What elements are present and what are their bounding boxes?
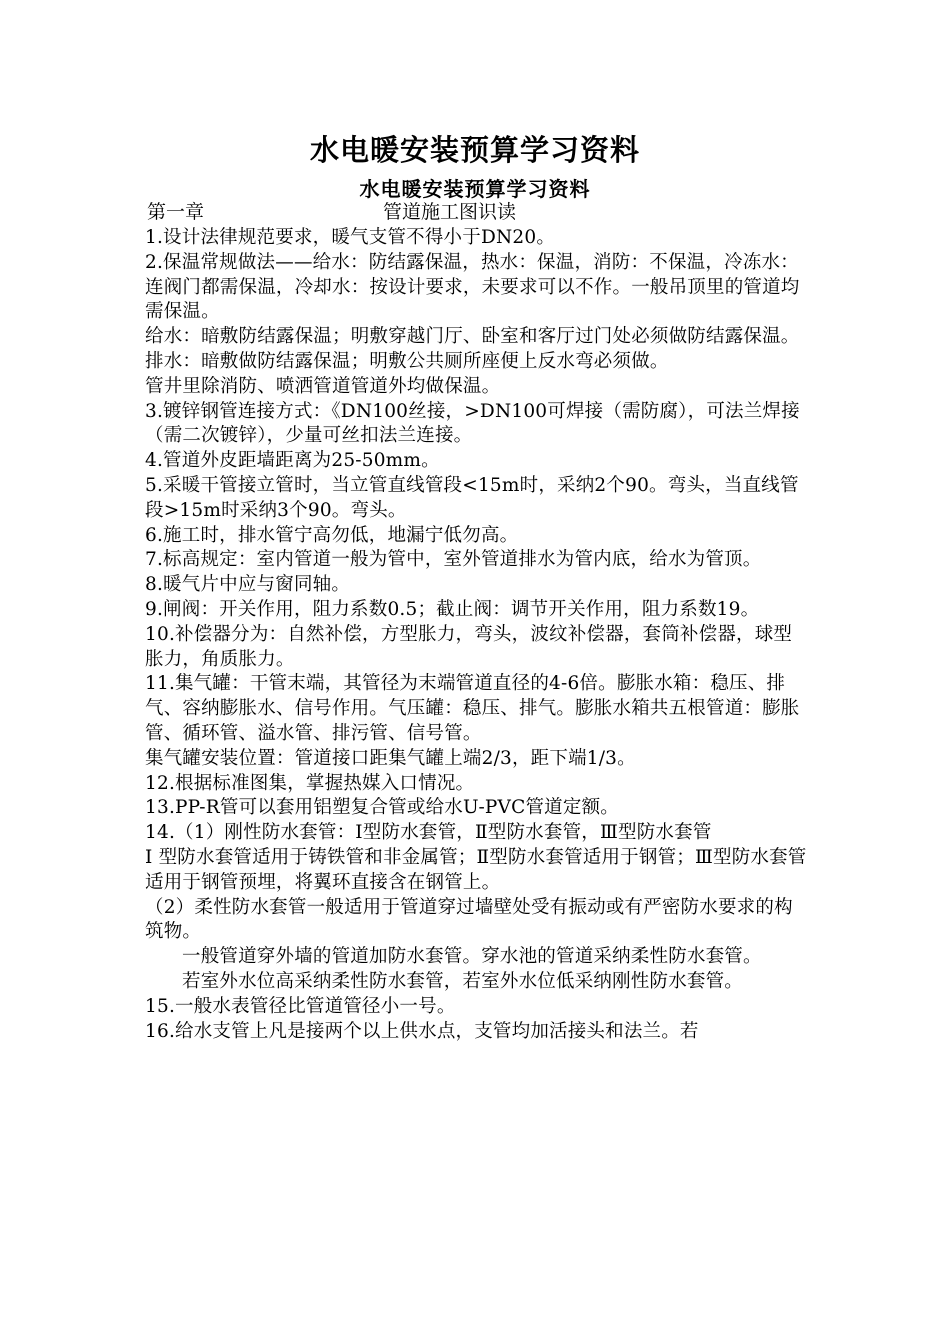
paragraph: 12.根据标准图集，掌握热媒入口情况。: [145, 772, 475, 794]
document-title: 水电暖安装预算学习资料: [309, 133, 640, 167]
paragraph: 给水：暗敷防结露保温；明敷穿越门厅、卧室和客厅过门处必须做防结露保温。排水：暗敷做防结露保温；明敷公共厕所座便上反水弯必须做。: [145, 326, 800, 372]
paragraph: 11.集气罐：干管末端，其管径为末端管道直径的4-6倍。膨胀水箱：稳压、排气、容纳膨胀水、信号作用。气压罐：稳压、排气。膨胀水箱共五根管道：膨胀管、循环管、溢水管、排污管、信号管。: [145, 673, 800, 744]
paragraph: 5.采暖干管接立管时，当立管直线管段<15m时，采纳2个90。弯头，当直线管段>15m时采纳3个90。弯头。: [145, 474, 799, 521]
paragraph: 集气罐安装位置：管道接口距集气罐上端2/3，距下端1/3。: [145, 747, 636, 769]
paragraph: 3.镀锌钢管连接方式：《DN100丝接，>DN100可焊接（需防腐），可法兰焊接（需二次镀锌），少量可丝扣法兰连接。: [145, 400, 800, 447]
chapter-number: 第一章: [147, 201, 205, 223]
paragraph: 10.补偿器分为：自然补偿，方型胀力，弯头，波纹补偿器，套筒补偿器，球型胀力，角质胀力。: [145, 623, 793, 670]
paragraph: 6.施工时，排水管宁高勿低，地漏宁低勿高。: [145, 524, 519, 546]
chapter-name: 管道施工图识读: [383, 201, 517, 223]
paragraph: （2）柔性防水套管一般适用于管道穿过墙壁处受有振动或有严密防水要求的构筑物。: [145, 896, 793, 943]
paragraph: 2.保温常规做法——给水：防结露保温，热水：保温，消防：不保温，冷冻水：连阀门都需保温，冷却水：按设计要求，未要求可以不作。一般吊顶里的管道均需保温。: [145, 251, 800, 323]
paragraph: 一般管道穿外墙的管道加防水套管。穿水池的管道采纳柔性防水套管。: [182, 946, 762, 968]
chapter-heading: [147, 200, 807, 225]
paragraph: 若室外水位高采纳柔性防水套管，若室外水位低采纳刚性防水套管。: [182, 970, 744, 992]
paragraph: 9.闸阀：开关作用，阻力系数0.5；截止阀：调节开关作用，阻力系数19。: [145, 598, 760, 620]
paragraph: 16.给水支管上凡是接两个以上供水点，支管均加活接头和法兰。若: [145, 1020, 699, 1042]
paragraph: Ⅰ 型防水套管适用于铸铁管和非金属管；Ⅱ型防水套管适用于钢管；Ⅲ型防水套管适用于钢管预埋，将翼环直接含在钢管上。: [145, 846, 807, 893]
paragraph: 13.PP-R管可以套用铝塑复合管或给水U-PVC管道定额。: [145, 797, 619, 819]
document-subtitle: 水电暖安装预算学习资料: [359, 177, 591, 201]
paragraph: 7.标高规定：室内管道一般为管中，室外管道排水为管内底，给水为管顶。: [145, 549, 762, 571]
paragraph: 14.（1）刚性防水套管：Ⅰ型防水套管，Ⅱ型防水套管，Ⅲ型防水套管: [145, 822, 712, 844]
paragraph: 8.暖气片中应与窗同轴。: [145, 574, 351, 596]
paragraph: 15.一般水表管径比管道管径小一号。: [145, 995, 456, 1017]
paragraph: 1.设计法律规范要求，暖气支管不得小于DN20。: [145, 227, 556, 248]
document-body: [145, 226, 810, 1044]
paragraph: 4.管道外皮距墙距离为25-50mm。: [145, 450, 440, 472]
paragraph: 管井里除消防、喷洒管道管道外均做保温。: [145, 375, 501, 397]
